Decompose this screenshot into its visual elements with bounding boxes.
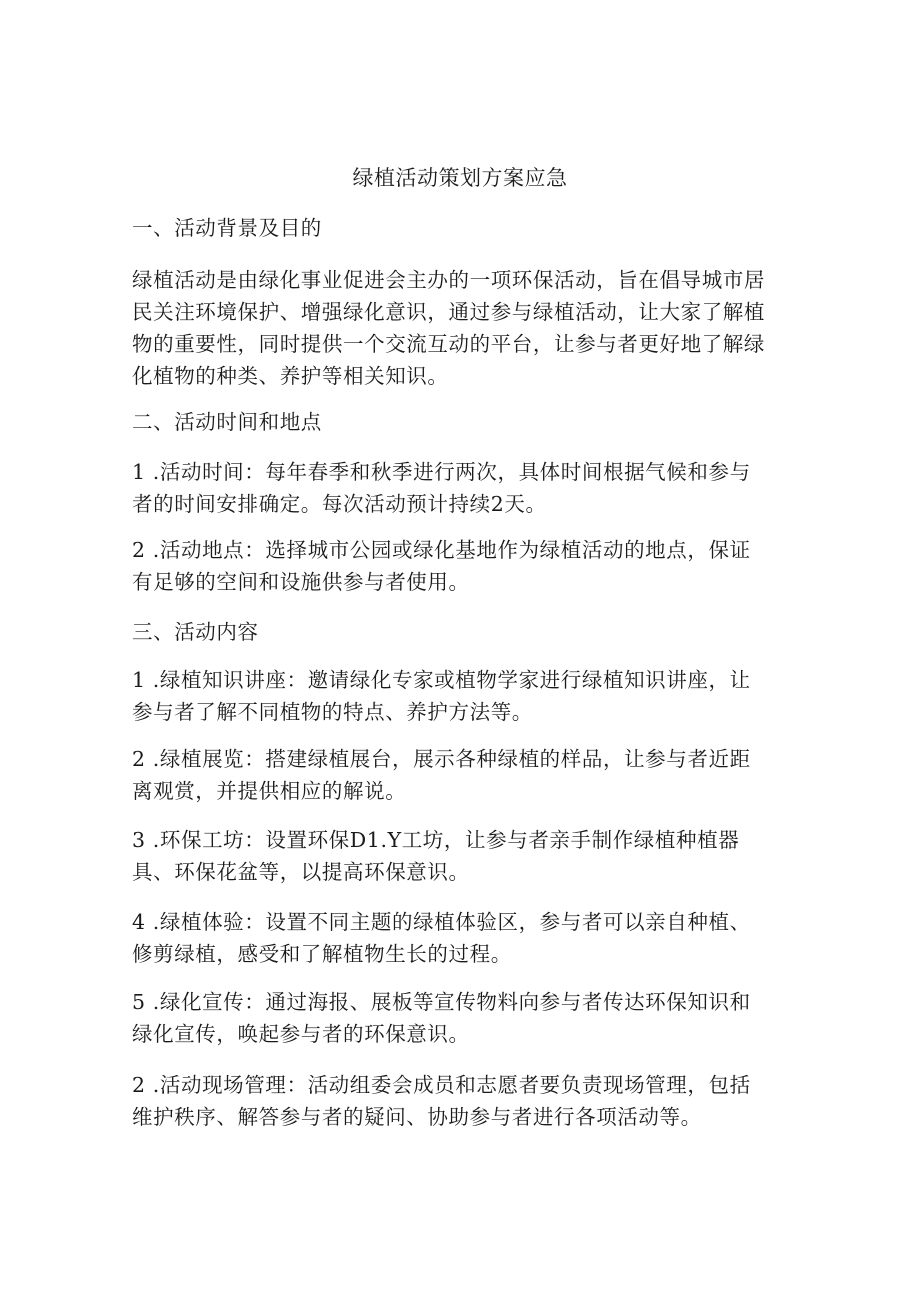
text-line: 3 .环保工坊：设置环保D1.Y工坊，让参与者亲手制作绿植种植器: [132, 828, 740, 852]
section-heading-1: [132, 212, 792, 244]
text-line: 2 .活动现场管理：活动组委会成员和志愿者要负责现场管理，包括: [132, 1073, 751, 1097]
text-line: 绿化宣传，唤起参与者的环保意识。: [132, 1022, 470, 1046]
paragraph-location: [132, 534, 792, 598]
text-line: 2 .绿植展览：搭建绿植展台，展示各种绿植的样品，让参与者近距: [132, 747, 751, 771]
text-line: 参与者了解不同植物的特点、养护方法等。: [132, 700, 533, 724]
text-line: 民关注环境保护、增强绿化意识，通过参与绿植活动，让大家了解植: [132, 300, 765, 324]
paragraph-workshop: [132, 824, 792, 888]
text-line: 离观赏，并提供相应的解说。: [132, 779, 407, 803]
text-line: 5 .绿化宣传：通过海报、展板等宣传物料向参与者传达环保知识和: [132, 990, 751, 1014]
text-line: 4 .绿植体验：设置不同主题的绿植体验区，参与者可以亲自种植、: [132, 910, 751, 934]
text-line: 1 .绿植知识讲座：邀请绿化专家或植物学家进行绿植知识讲座，让: [132, 668, 751, 692]
text-line: 化植物的种类、养护等相关知识。: [132, 364, 449, 388]
text-line: 一、活动背景及目的: [132, 216, 322, 240]
text-line: 1 .活动时间：每年春季和秋季进行两次，具体时间根据气候和参与: [132, 460, 751, 484]
paragraph-background: [132, 264, 792, 392]
paragraph-site-management: [132, 1069, 792, 1133]
text-line: 者的时间安排确定。每次活动预计持续2天。: [132, 492, 547, 516]
text-line: 绿植活动是由绿化事业促进会主办的一项环保活动，旨在倡导城市居: [132, 268, 765, 292]
text-line: 三、活动内容: [132, 620, 259, 644]
text-line: 有足够的空间和设施供参与者使用。: [132, 570, 470, 594]
text-line: 修剪绿植，感受和了解植物生长的过程。: [132, 942, 512, 966]
paragraph-experience: [132, 906, 792, 970]
section-heading-3: [132, 616, 792, 648]
paragraph-time: [132, 456, 792, 520]
text-line: 物的重要性，同时提供一个交流互动的平台，让参与者更好地了解绿: [132, 332, 765, 356]
paragraph-promotion: [132, 986, 792, 1050]
document-title: 绿植活动策划方案应急: [352, 166, 568, 190]
text-line: 二、活动时间和地点: [132, 410, 322, 434]
text-line: 2 .活动地点：选择城市公园或绿化基地作为绿植活动的地点，保证: [132, 538, 751, 562]
text-line: 维护秩序、解答参与者的疑问、协助参与者进行各项活动等。: [132, 1105, 702, 1129]
paragraph-exhibition: [132, 743, 792, 807]
section-heading-2: [132, 406, 792, 438]
text-line: 具、环保花盆等，以提高环保意识。: [132, 860, 470, 884]
paragraph-lecture: [132, 664, 792, 728]
